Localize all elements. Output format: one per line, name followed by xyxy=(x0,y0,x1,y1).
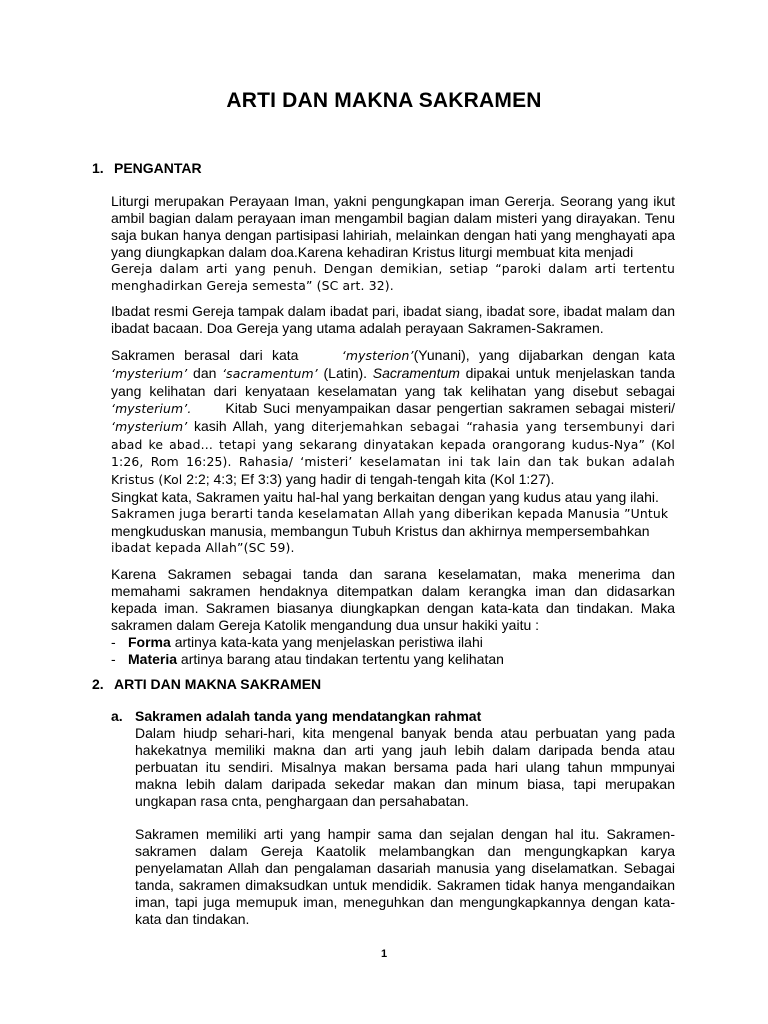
paragraph-sakramen-asal xyxy=(111,347,675,489)
section-title: PENGANTAR xyxy=(114,160,202,176)
section-heading-arti-makna xyxy=(92,676,321,692)
paragraph-text: Sakramen berasal dari kata ‘mysterion’(Yunani), yang dijabarkan dengan kata ‘mysterium’ dan ‘sacramentum’ (Latin). Sacramentum dipakai untuk menjelaskan tanda yang kelihatan dari kenyataan keselamatan yang tak kelihatan yang disebut sebagai ‘mysterium’. Kitab Suci menyampaikan dasar pengertian sakramen sebagai misteri/ ‘mysterium’ kasih Allah, yang diterjemahkan sebagai “rahasia yang tersembunyi dari abad ke abad... tetapi yang sekarang dinyatakan kepada orangorang kudus-Nya” (Kol 1:26, Rom 16:25). Rahasia/ ‘misteri’ keselamatan ini tak lain dan tak bukan adalah Kristus (Kol 2:2; 4:3; Ef 3:3) yang hadir di tengah-tengah kita (Kol 1:27). xyxy=(111,347,676,488)
paragraph-line: Singkat kata, Sakramen yaitu hal-hal yang berkaitan dengan yang kudus atau yang ilahi. xyxy=(111,489,659,505)
subsection-a xyxy=(111,708,675,928)
paragraph-text-small: Gereja dalam arti yang penuh. Dengan demikian, setiap “paroki dalam arti tertentu menghadirkan Gereja semesta” (SC art. 32). xyxy=(111,260,675,293)
list-item-forma: - Forma artinya kata-kata yang menjelaskan peristiwa ilahi xyxy=(111,633,483,650)
paragraph-text: Sakramen memiliki arti yang hampir sama dan sejalan dengan hal itu. Sakramen-sakramen dalam Gereja Kaatolik melambangkan dan mengungkapkan karya penyelamatan Allah dan pengalaman dasariah manusia yang diselamatkan. Sebagai tanda, sakramen dimaksudkan untuk mendidik. Sakramen tidak hanya mengandaikan iman, tapi juga memupuk iman, meneguhkan dan mengungkapkannya dengan kata-kata dan tindakan. xyxy=(135,826,675,927)
paragraph-liturgi xyxy=(111,193,675,294)
subsection-letter: a. xyxy=(111,708,123,724)
paragraph-text: Karena Sakramen sebagai tanda dan sarana keselamatan, maka menerima dan memahami sakramen hendaknya ditempatkan dalam kerangka iman dan didasarkan kepada iman. Sakramen biasanya diungkapkan dengan kata-kata dan tindakan. Maka sakramen dalam Gereja Katolik mengandung dua unsur hakiki yaitu : xyxy=(111,566,675,633)
section-heading-pengantar xyxy=(92,160,202,176)
section-title: ARTI DAN MAKNA SAKRAMEN xyxy=(114,676,322,692)
subsection-heading xyxy=(111,708,675,725)
paragraph-line: mengkuduskan manusia, membangun Tubuh Kristus dan akhirnya mempersembahkan xyxy=(111,522,650,539)
page-number: 1 xyxy=(380,948,388,960)
paragraph-text: Ibadat resmi Gereja tampak dalam ibadat pari, ibadat siang, ibadat sore, ibadat malam dan ibadat bacaan. Doa Gereja yang utama adalah perayaan Sakramen-Sakramen. xyxy=(111,303,675,336)
section-number: 1. xyxy=(92,160,104,176)
term-materia: Materia xyxy=(128,650,178,667)
list-item-materia: - Materia artinya barang atau tindakan tertentu yang kelihatan xyxy=(111,650,504,667)
list-bullet: - xyxy=(111,650,116,667)
paragraph-ibadat xyxy=(111,303,675,337)
subsection-title: Sakramen adalah tanda yang mendatangkan rahmat xyxy=(135,708,482,724)
paragraph-text: Liturgi merupakan Perayaan Iman, yakni pengungkapan iman Gererja. Seorang yang ikut ambil bagian dalam perayaan iman mengambil bagian dalam misteri yang dirayakan. Tenu saja bukan hanya dengan partisipasi lahiriah, melainkan dengan hati yang menghayati apa yang diungkapkan dalam doa.Karena kehadiran Kristus liturgi membuat kita menjadi xyxy=(111,193,675,260)
paragraph-line-small: Sakramen juga berarti tanda keselamatan Allah yang diberikan kepada Manusia ”Untuk xyxy=(111,505,669,521)
paragraph-tanda-sarana xyxy=(111,566,675,667)
term-forma: Forma xyxy=(128,633,171,650)
document-title: ARTI DAN MAKNA SAKRAMEN xyxy=(226,89,542,112)
paragraph-line-small: ibadat kepada Allah”(SC 59). xyxy=(111,539,295,555)
list-bullet: - xyxy=(111,633,116,650)
section-number: 2. xyxy=(92,676,104,692)
paragraph-text: Dalam hiudp sehari-hari, kita mengenal banyak benda atau perbuatan yang pada hakekatnya memiliki makna dan arti yang jauh lebih dalam daripada benda atau perbuatan itu sendiri. Misalnya makan bersama pada hari ulang tahun mmpunyai makna lebih dalam daripada sekedar makan dan minum biasa, tapi merupakan ungkapan rasa cnta, penghargaan dan persahabatan. xyxy=(135,724,675,809)
paragraph-singkat-kata xyxy=(111,489,675,557)
